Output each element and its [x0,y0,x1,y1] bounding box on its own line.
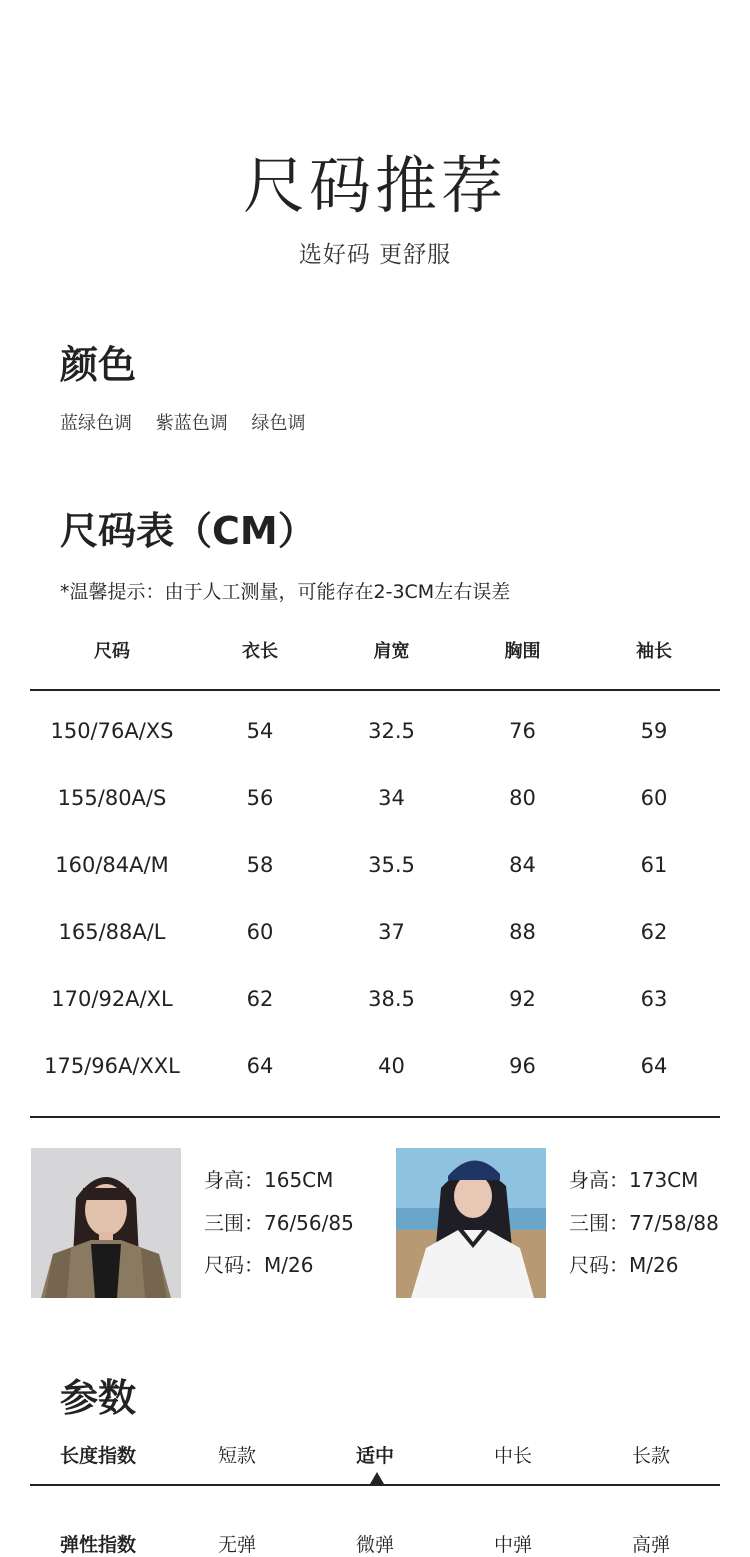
model-size: 尺码：M/26 [204,1253,314,1277]
length-option: 短款 [217,1445,256,1467]
model-info [569,1159,719,1287]
size-chart-heading: 尺码表（CM） [60,509,316,553]
table-cell: 37 [378,919,405,944]
table-cell: 40 [378,1053,405,1078]
model-photo [31,1148,181,1298]
table-cell: 62 [640,919,668,944]
length-option: 长款 [631,1445,670,1467]
table-cell: 60 [640,785,668,810]
page-title: 尺码推荐 [242,149,507,222]
table-cell: 62 [246,986,274,1011]
color-option: 紫蓝色调 [155,413,228,434]
column-header-size: 尺码 [94,641,130,662]
table-cell: 38.5 [368,986,415,1011]
params-rule [30,1484,720,1486]
table-cell: 64 [246,1053,274,1078]
table-cell: 61 [640,852,668,877]
column-header-length: 衣长 [242,641,278,662]
model-measurements: 三围：76/56/85 [204,1210,354,1235]
table-row [30,697,720,764]
params-heading: 参数 [60,1376,137,1420]
table-row [30,965,720,1032]
page-subtitle: 选好码 更舒服 [298,242,452,268]
model-photo [396,1148,546,1298]
table-row [30,764,720,831]
table-header [30,628,720,672]
table-cell: 32.5 [368,718,415,743]
table-cell: 59 [640,718,668,743]
length-option: 中长 [493,1445,532,1467]
color-option: 绿色调 [251,413,306,434]
table-row [30,831,720,898]
table-cell: 84 [509,852,536,877]
table-bottom-rule [30,1116,720,1118]
model-measurements: 三围：77/58/88 [569,1210,719,1235]
table-cell: 34 [378,785,405,810]
model-illustration [31,1148,181,1298]
elasticity-index-label: 弹性指数 [60,1534,137,1556]
length-index-row [30,1441,720,1468]
length-option-selected: 适中 [355,1445,394,1467]
elasticity-option: 无弹 [217,1534,256,1556]
elasticity-option: 中弹 [493,1534,532,1556]
table-cell: 60 [246,919,274,944]
model-size: 尺码：M/26 [569,1253,679,1277]
table-cell: 92 [509,986,536,1011]
color-option: 蓝绿色调 [60,413,132,434]
model-info [204,1159,354,1287]
table-cell: 58 [246,852,274,877]
table-cell: 165/88A/L [58,919,166,944]
size-table [30,628,720,1118]
length-index-label: 长度指数 [60,1445,137,1467]
model-height: 身高：173CM [569,1168,699,1192]
table-cell: 155/80A/S [57,785,167,810]
colors-heading: 颜色 [60,343,137,387]
elasticity-option: 高弹 [631,1534,670,1556]
selected-indicator-icon [370,1472,384,1484]
table-row [30,898,720,965]
model-height: 身高：165CM [204,1168,334,1192]
color-list [60,410,323,438]
column-header-sleeve: 袖长 [636,641,672,662]
table-cell: 175/96A/XXL [44,1053,180,1078]
table-cell: 150/76A/XS [50,718,174,743]
table-cell: 56 [246,785,274,810]
table-cell: 88 [509,919,536,944]
table-cell: 170/92A/XL [51,986,173,1011]
table-cell: 35.5 [368,852,415,877]
table-cell: 64 [640,1053,668,1078]
elasticity-option: 微弹 [355,1534,394,1556]
measurement-note: *温馨提示：由于人工测量，可能存在2-3CM左右误差 [60,581,511,603]
elasticity-index-row [30,1530,720,1557]
table-row [30,1032,720,1099]
table-cell: 76 [509,718,536,743]
column-header-shoulder: 肩宽 [373,641,410,662]
table-cell: 160/84A/M [55,852,169,877]
table-cell: 96 [509,1053,536,1078]
table-cell: 80 [509,785,536,810]
table-cell: 63 [640,986,668,1011]
model-illustration [396,1148,546,1298]
column-header-chest: 胸围 [504,641,541,662]
table-cell: 54 [246,718,274,743]
